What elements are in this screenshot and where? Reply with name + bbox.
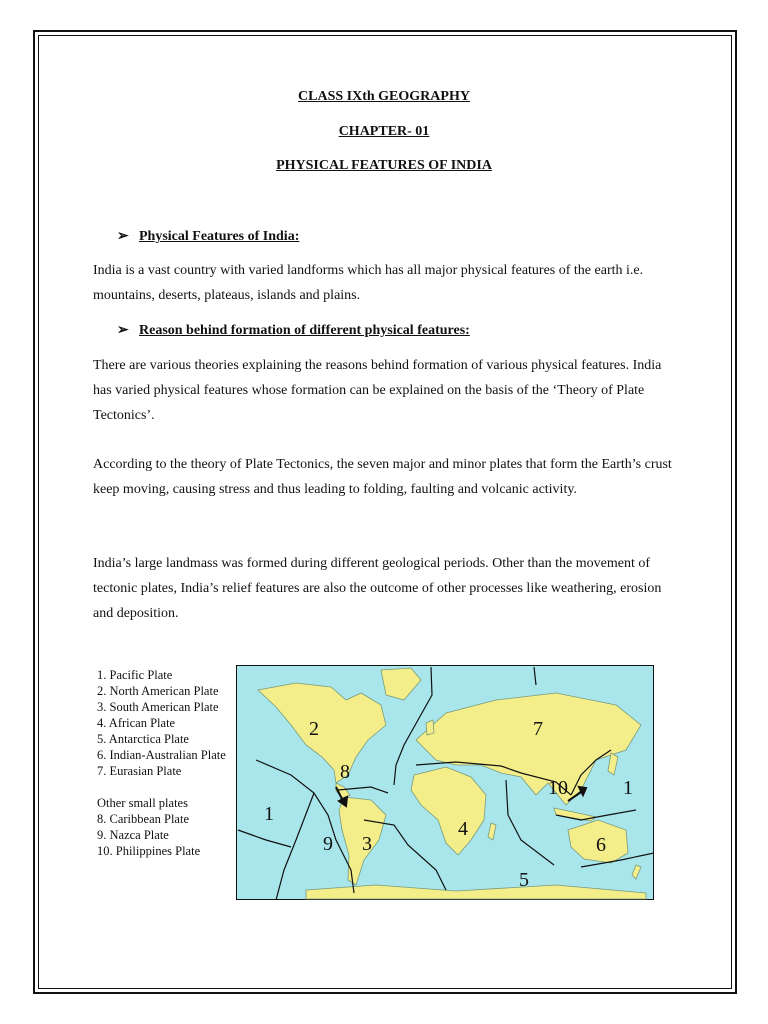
plate-label: 5 bbox=[519, 869, 529, 891]
legend-item: 6. Indian-Australian Plate bbox=[97, 748, 226, 762]
plate-label: 6 bbox=[596, 834, 606, 856]
legend-item: 7. Eurasian Plate bbox=[97, 764, 182, 778]
britain bbox=[426, 720, 434, 735]
arrow-bullet-icon: ➢ bbox=[117, 323, 129, 338]
section-heading-physical-features: ➢ Physical Features of India: bbox=[117, 229, 300, 244]
paragraph: According to the theory of Plate Tectonics, the seven major and minor plates that form the Earth’s crust keep moving, causing stress and thus leading to folding, faulting and volcanic activity. bbox=[93, 457, 672, 497]
plate-label: 9 bbox=[323, 833, 333, 855]
arrow-bullet-icon: ➢ bbox=[117, 229, 129, 244]
legend-item: 4. African Plate bbox=[97, 716, 176, 730]
plate-legend bbox=[97, 667, 226, 859]
plate-label: 4 bbox=[458, 818, 468, 840]
chapter-title: CHAPTER- 01 bbox=[338, 124, 430, 139]
paragraph: There are various theories explaining the reasons behind formation of various physical features. India has varied physical features whose formation can be explained on the basis of the ‘Theory of Plate Tectonics’. bbox=[93, 358, 662, 423]
paragraph: India is a vast country with varied landforms which has all major physical features of the earth i.e. mountains, deserts, plateaus, islands and plains. bbox=[93, 263, 644, 303]
plate-label: 3 bbox=[362, 833, 372, 855]
plate-label: 8 bbox=[340, 761, 350, 783]
legend-item: 8. Caribbean Plate bbox=[97, 812, 189, 826]
paragraph: India’s large landmass was formed during different geological periods. Other than the movement of tectonic plates, India’s relief features are also the outcome of other processes like weathering, erosion and deposition. bbox=[93, 556, 662, 621]
plate-label: 1 bbox=[264, 803, 274, 825]
section-heading-reason: ➢ Reason behind formation of different physical features: bbox=[117, 323, 470, 338]
plate-label: 2 bbox=[309, 718, 319, 740]
legend-item: 1. Pacific Plate bbox=[97, 668, 173, 682]
legend-item: 3. South American Plate bbox=[97, 700, 219, 714]
plate-label: 10 bbox=[548, 777, 568, 799]
legend-item: 10. Philippines Plate bbox=[97, 844, 201, 858]
class-title: CLASS IXth GEOGRAPHY bbox=[298, 89, 470, 104]
legend-item: 5. Antarctica Plate bbox=[97, 732, 189, 746]
plate-label: 7 bbox=[533, 718, 543, 740]
tectonic-plates-map bbox=[236, 665, 654, 900]
legend-item: 2. North American Plate bbox=[97, 684, 219, 698]
topic-title: PHYSICAL FEATURES OF INDIA bbox=[276, 158, 492, 173]
legend-subtitle: Other small plates bbox=[97, 796, 188, 810]
plate-label: 1 bbox=[623, 777, 633, 799]
legend-item: 9. Nazca Plate bbox=[97, 828, 169, 842]
